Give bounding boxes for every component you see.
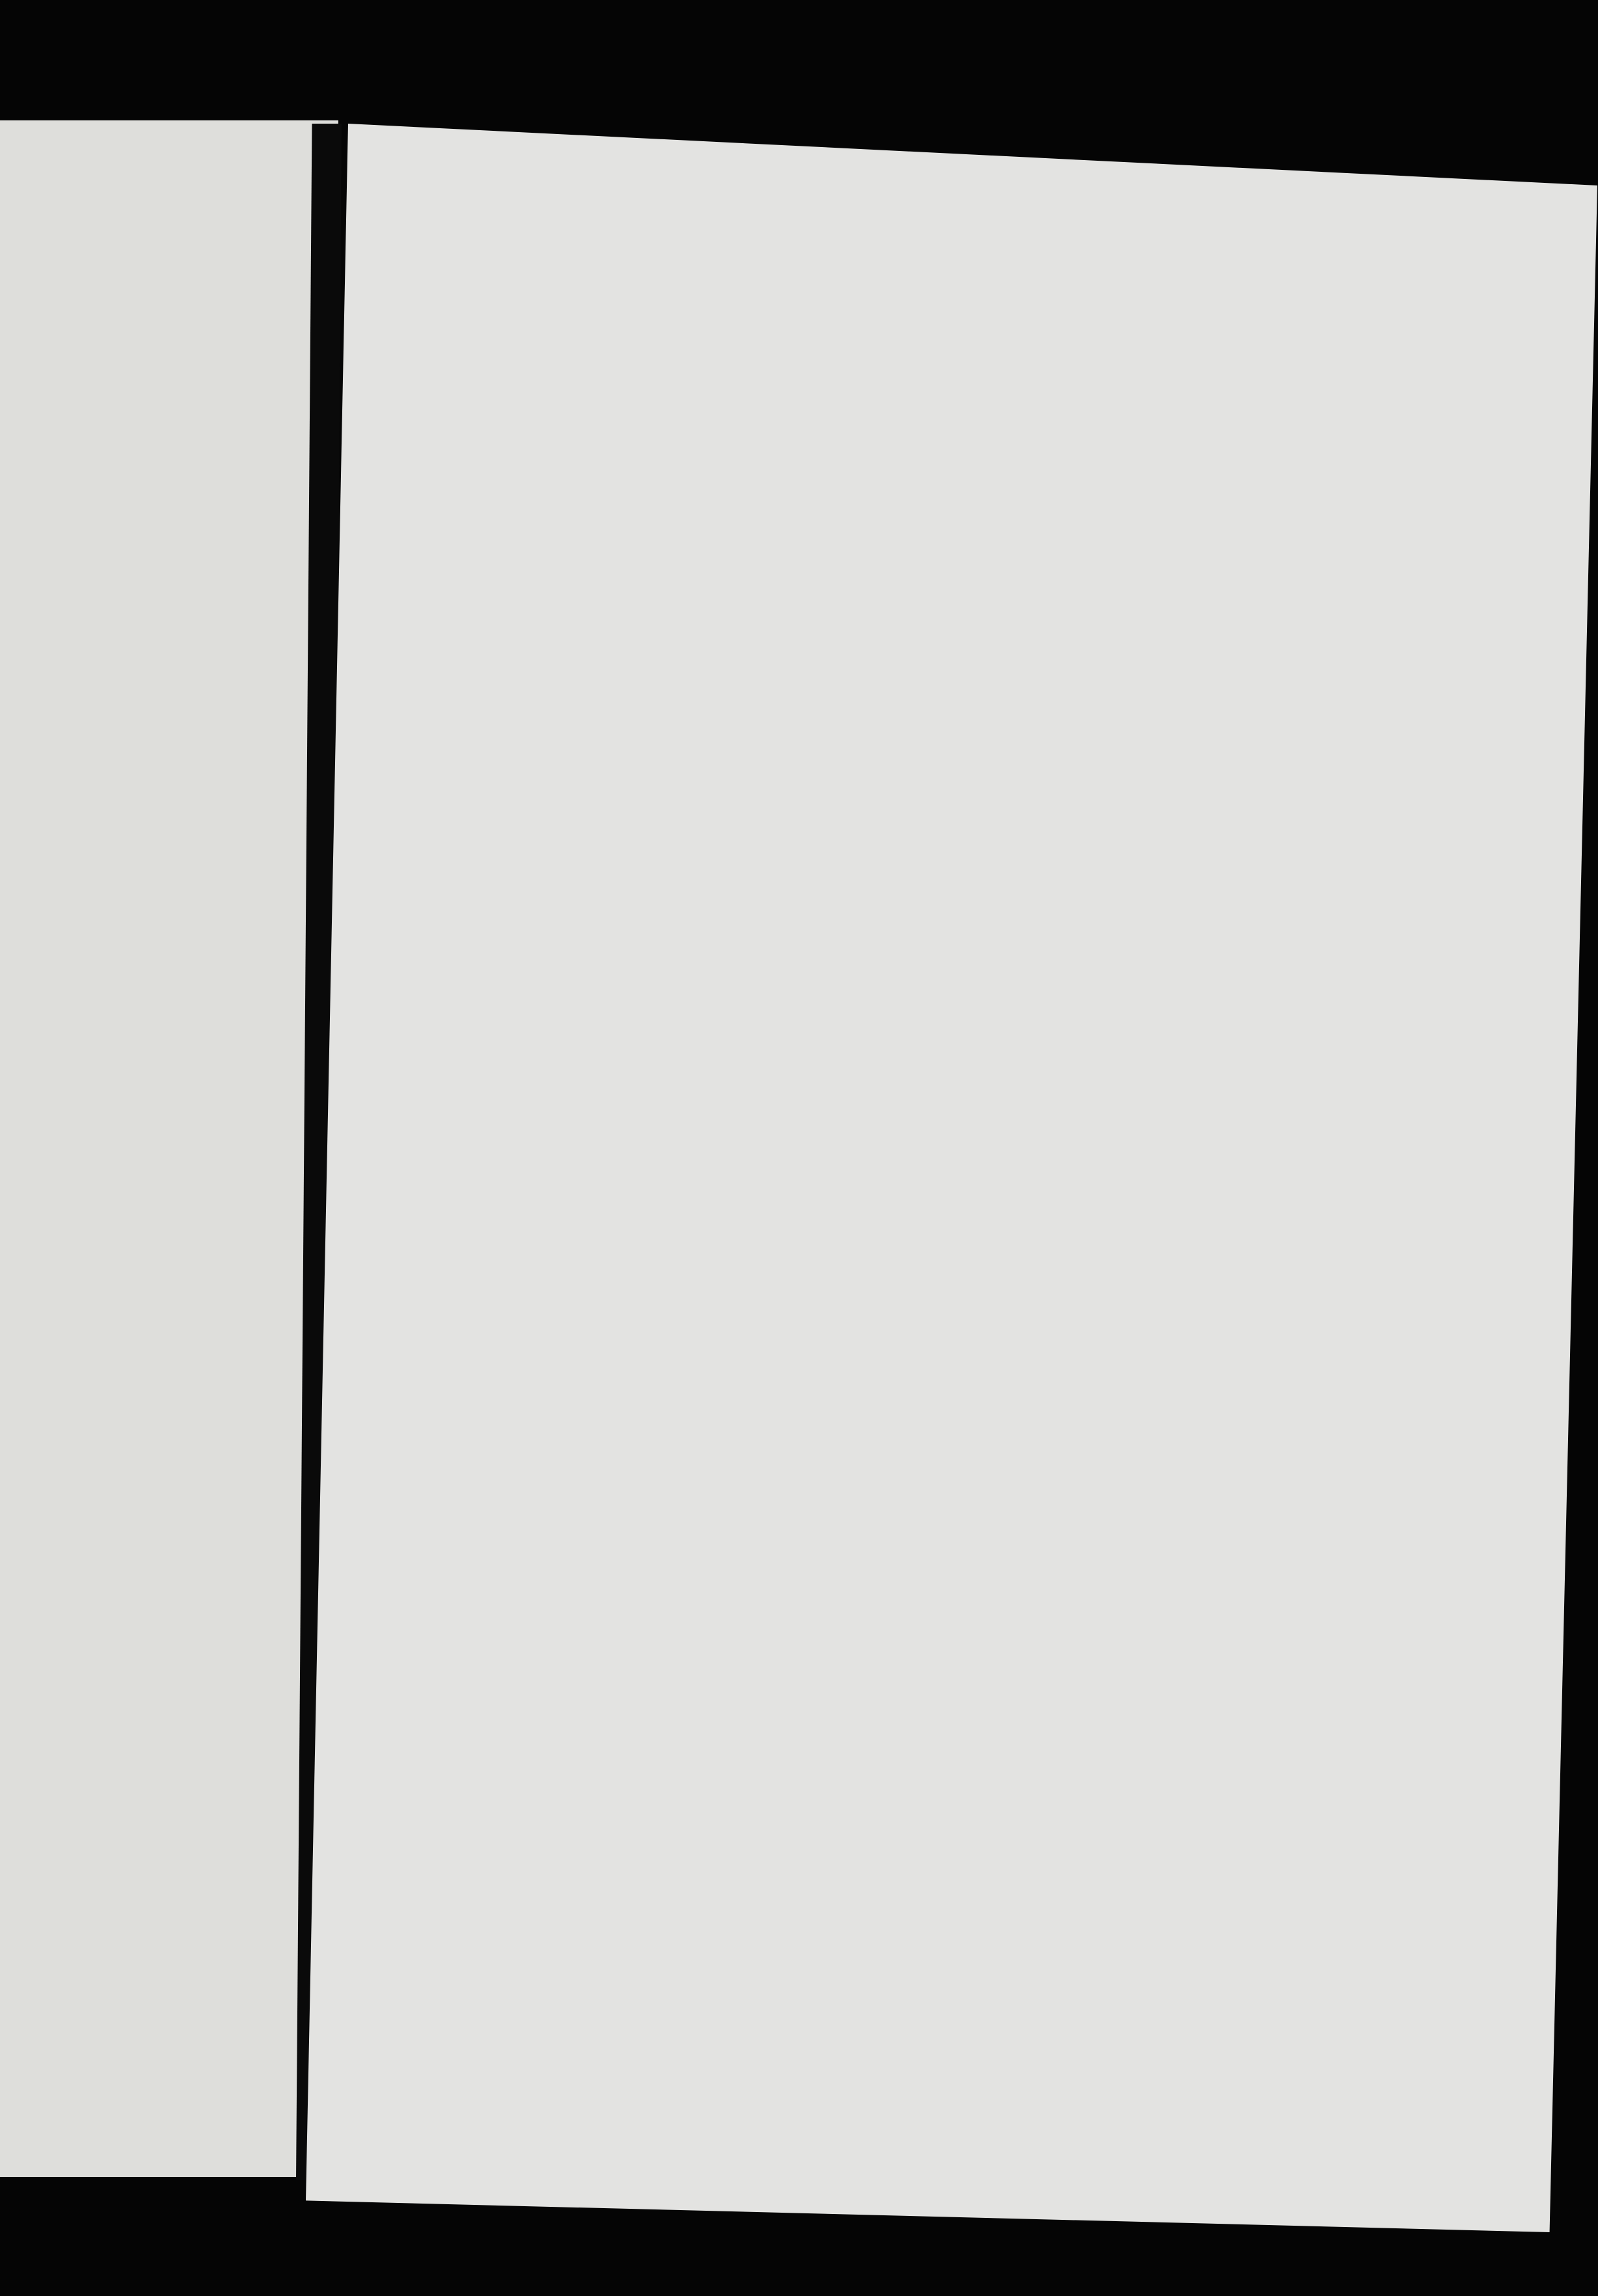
- right-page: [306, 124, 1597, 2232]
- left-page: [0, 120, 338, 2177]
